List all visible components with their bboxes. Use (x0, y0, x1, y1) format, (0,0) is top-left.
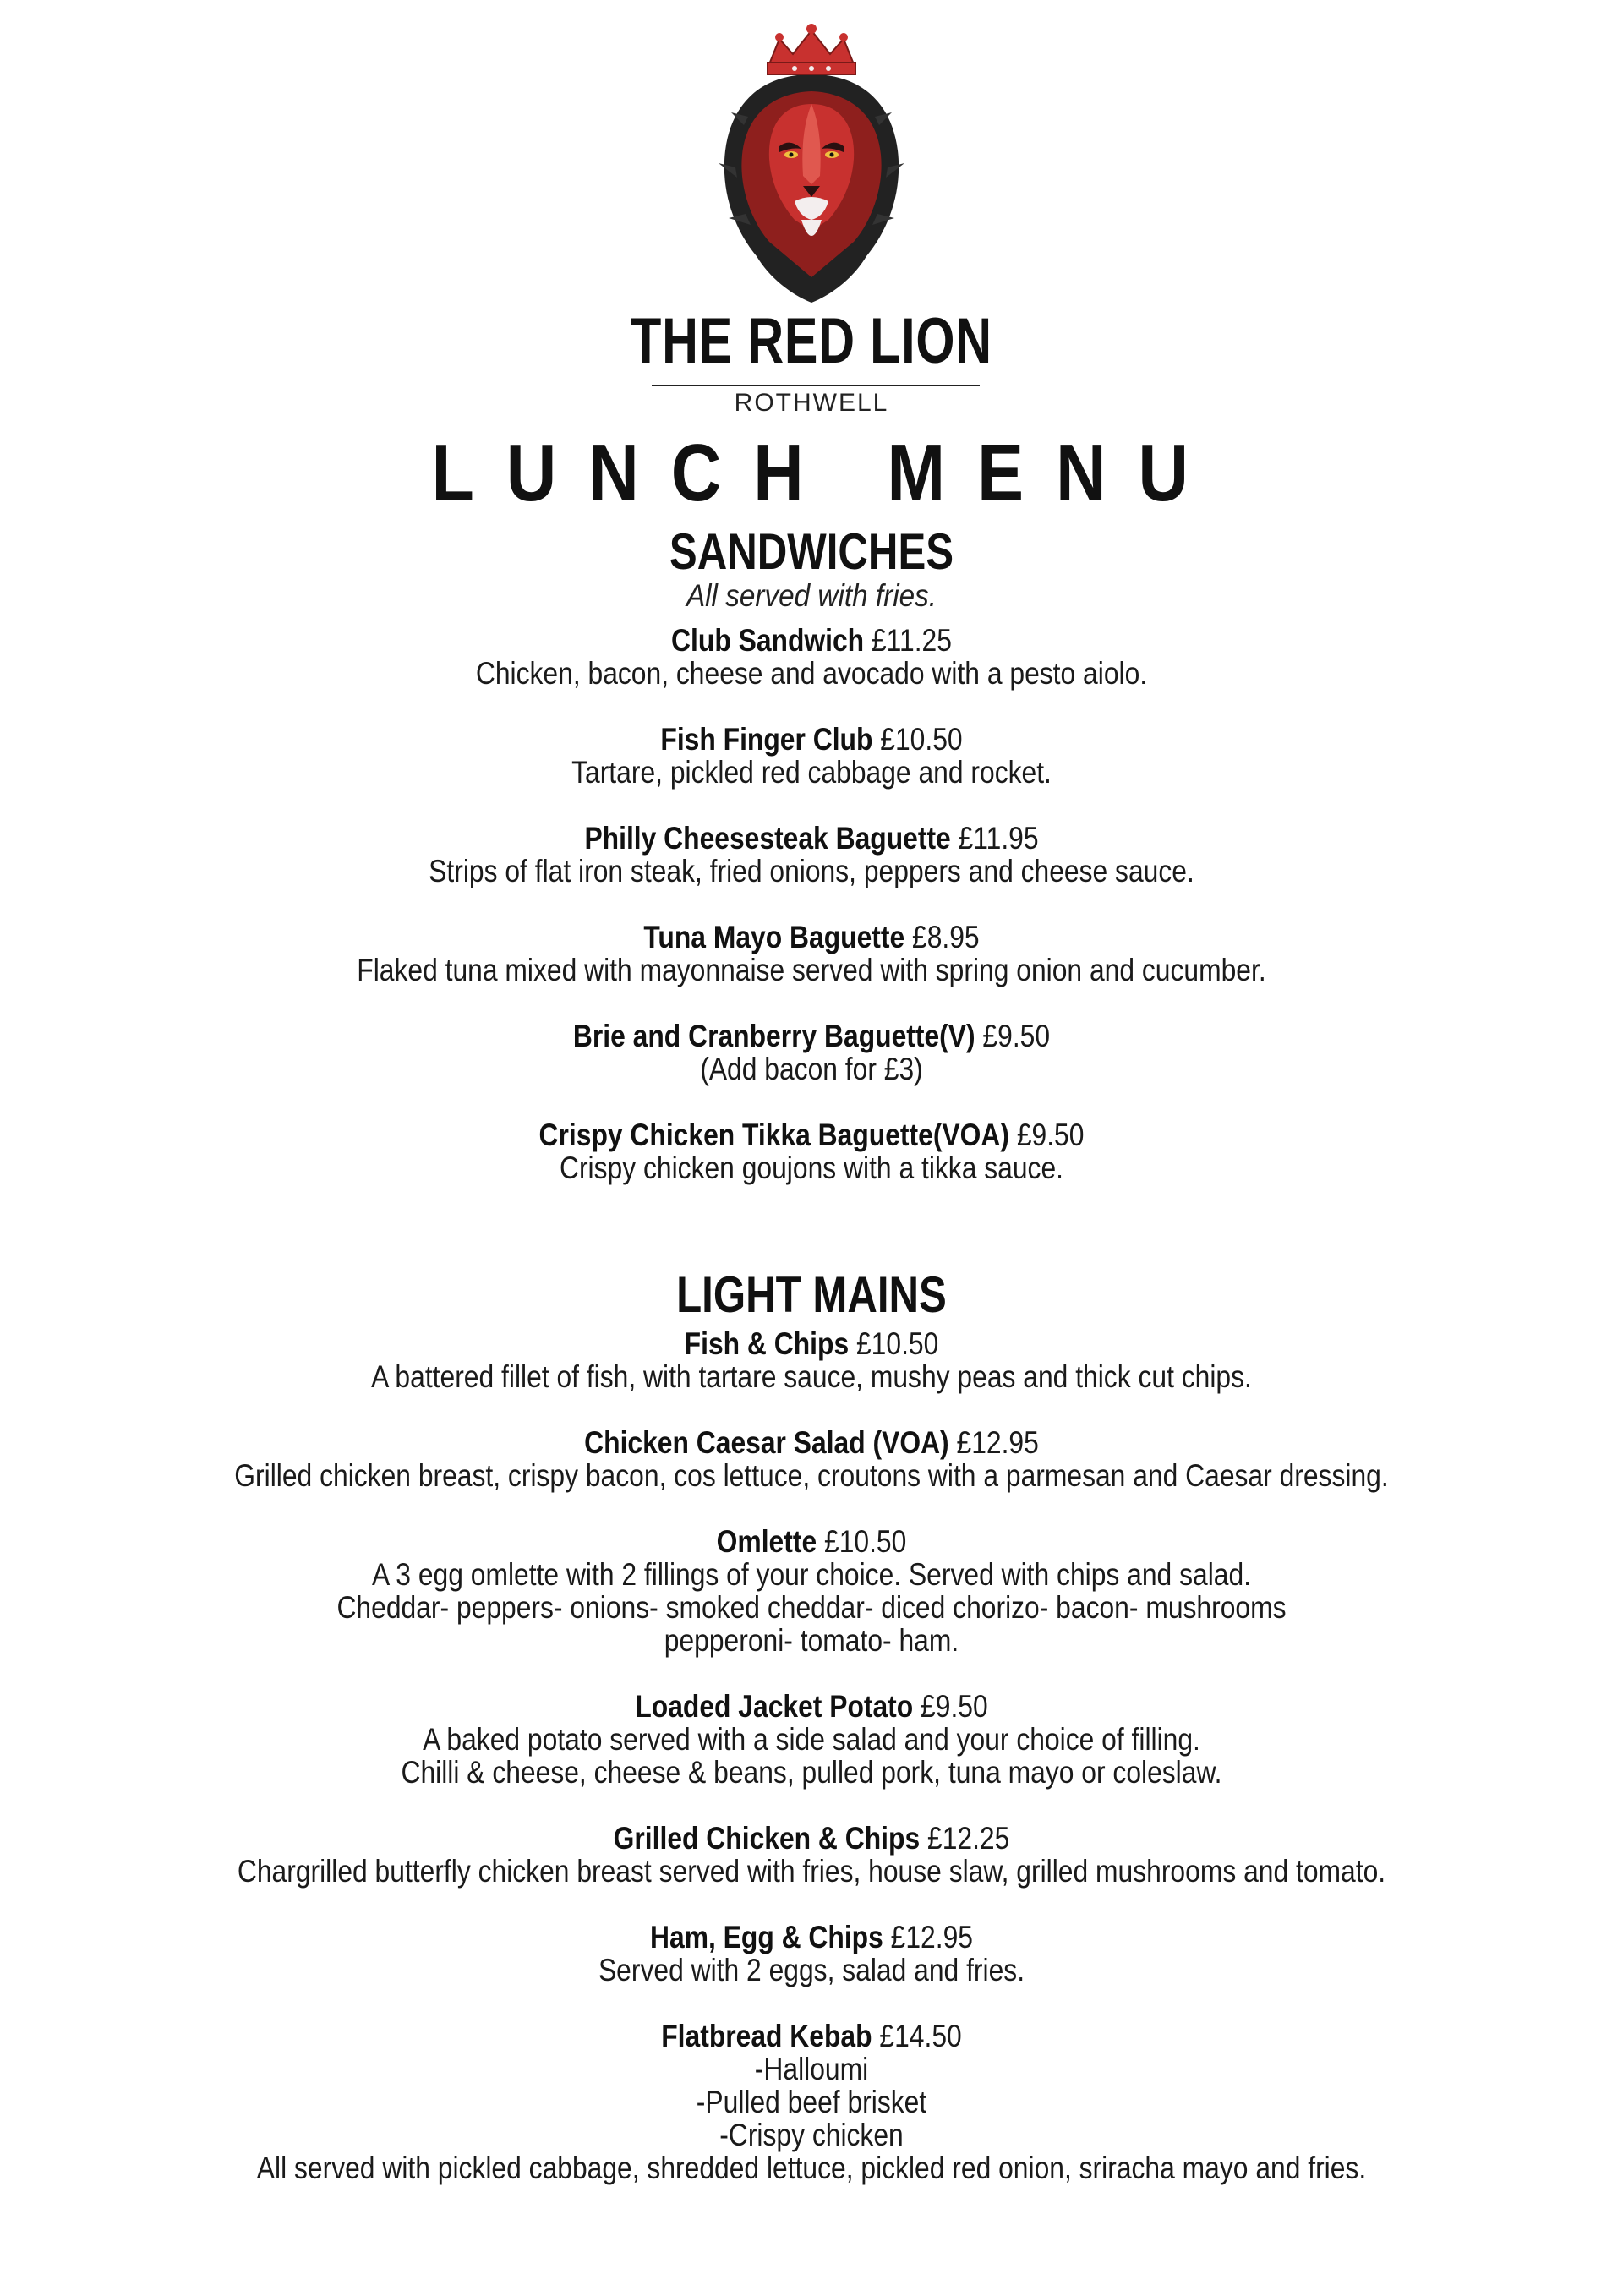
menu-item (113, 921, 1509, 987)
item-name: Club Sandwich (671, 623, 865, 658)
item-description: -Crispy chicken (719, 2118, 904, 2152)
menu-item (113, 1118, 1509, 1184)
item-description: Chilli & cheese, cheese & beans, pulled pork, tuna mayo or coleslaw. (401, 1755, 1222, 1790)
menu-item (113, 1921, 1509, 1987)
item-price: £10.50 (880, 722, 963, 757)
item-price: £11.25 (871, 623, 952, 658)
item-name: Chicken Caesar Salad (VOA) (584, 1425, 949, 1460)
item-price: £10.50 (855, 1326, 939, 1361)
menu-item (113, 822, 1509, 888)
section-title-light-mains: LIGHT MAINS (676, 1266, 947, 1323)
item-description: Grilled chicken breast, crispy bacon, cos lettuce, croutons with a parmesan and Caesar dressing. (234, 1458, 1389, 1493)
item-description: -Halloumi (754, 2052, 869, 2086)
item-description: Flaked tuna mixed with mayonnaise served with spring onion and cucumber. (357, 953, 1266, 987)
item-price: £9.50 (982, 1019, 1051, 1053)
restaurant-name: THE RED LION (631, 305, 992, 377)
item-description: A 3 egg omlette with 2 fillings of your choice. Served with chips and salad. (371, 1557, 1252, 1592)
menu-item (113, 723, 1509, 789)
item-price: £9.50 (1016, 1118, 1085, 1152)
item-price: £9.50 (921, 1689, 988, 1724)
item-name: Brie and Cranberry Baguette(V) (572, 1019, 975, 1053)
item-price: £8.95 (912, 920, 980, 954)
item-description: -Pulled beef brisket (696, 2085, 927, 2119)
item-description: Cheddar- peppers- onions- smoked cheddar- diced chorizo- bacon- mushrooms (336, 1590, 1287, 1625)
item-description: A baked potato served with a side salad and your choice of filling. (423, 1722, 1200, 1757)
menu-item (113, 2020, 1509, 2184)
item-name: Tuna Mayo Baguette (643, 920, 905, 954)
menu-item (113, 1822, 1509, 1888)
item-description: A battered fillet of fish, with tartare sauce, mushy peas and thick cut chips. (371, 1359, 1252, 1394)
item-price: £14.50 (879, 2019, 962, 2053)
menu-item (113, 1525, 1509, 1657)
item-description: Chargrilled butterfly chicken breast served with fries, house slaw, grilled mushrooms and tomato. (237, 1854, 1386, 1889)
item-description: All served with pickled cabbage, shredded lettuce, pickled red onion, sriracha mayo and fries. (256, 2151, 1367, 2185)
menu-item (113, 624, 1509, 690)
item-name: Flatbread Kebab (661, 2019, 872, 2053)
item-name: Fish Finger Club (660, 722, 873, 757)
item-description: (Add bacon for £3) (700, 1052, 923, 1086)
menu-item (113, 1327, 1509, 1393)
item-name: Fish & Chips (684, 1326, 850, 1361)
item-name: Philly Cheesesteak Baguette (584, 821, 951, 856)
item-price: £12.95 (890, 1920, 973, 1954)
item-price: £12.25 (926, 1821, 1010, 1856)
section-title-sandwiches: SANDWICHES (669, 523, 954, 580)
item-description: Strips of flat iron steak, fried onions, peppers and cheese sauce. (429, 854, 1194, 888)
item-description: Served with 2 eggs, salad and fries. (598, 1953, 1025, 1987)
item-price: £12.95 (956, 1425, 1039, 1460)
item-description: pepperoni- tomato- ham. (664, 1623, 959, 1658)
item-name: Ham, Egg & Chips (650, 1920, 883, 1954)
item-description: Crispy chicken goujons with a tikka sauce. (559, 1151, 1064, 1185)
menu-title: LUNCH MENU (431, 428, 1221, 518)
brand-divider (652, 385, 980, 386)
item-description: Tartare, pickled red cabbage and rocket. (571, 755, 1052, 790)
crowned-lion-head-logo (685, 24, 938, 311)
menu-item (113, 1020, 1509, 1085)
section-note-sandwiches: All served with fries. (686, 578, 937, 613)
restaurant-location: ROTHWELL (734, 389, 889, 417)
item-description: Chicken, bacon, cheese and avocado with a pesto aiolo. (475, 656, 1148, 691)
item-price: £11.95 (958, 821, 1039, 856)
item-name: Loaded Jacket Potato (635, 1689, 914, 1724)
item-name: Grilled Chicken & Chips (613, 1821, 921, 1856)
item-name: Omlette (716, 1524, 817, 1559)
item-price: £10.50 (823, 1524, 907, 1559)
menu-item (113, 1690, 1509, 1789)
menu-item (113, 1426, 1509, 1492)
item-name: Crispy Chicken Tikka Baguette(VOA) (538, 1118, 1009, 1152)
